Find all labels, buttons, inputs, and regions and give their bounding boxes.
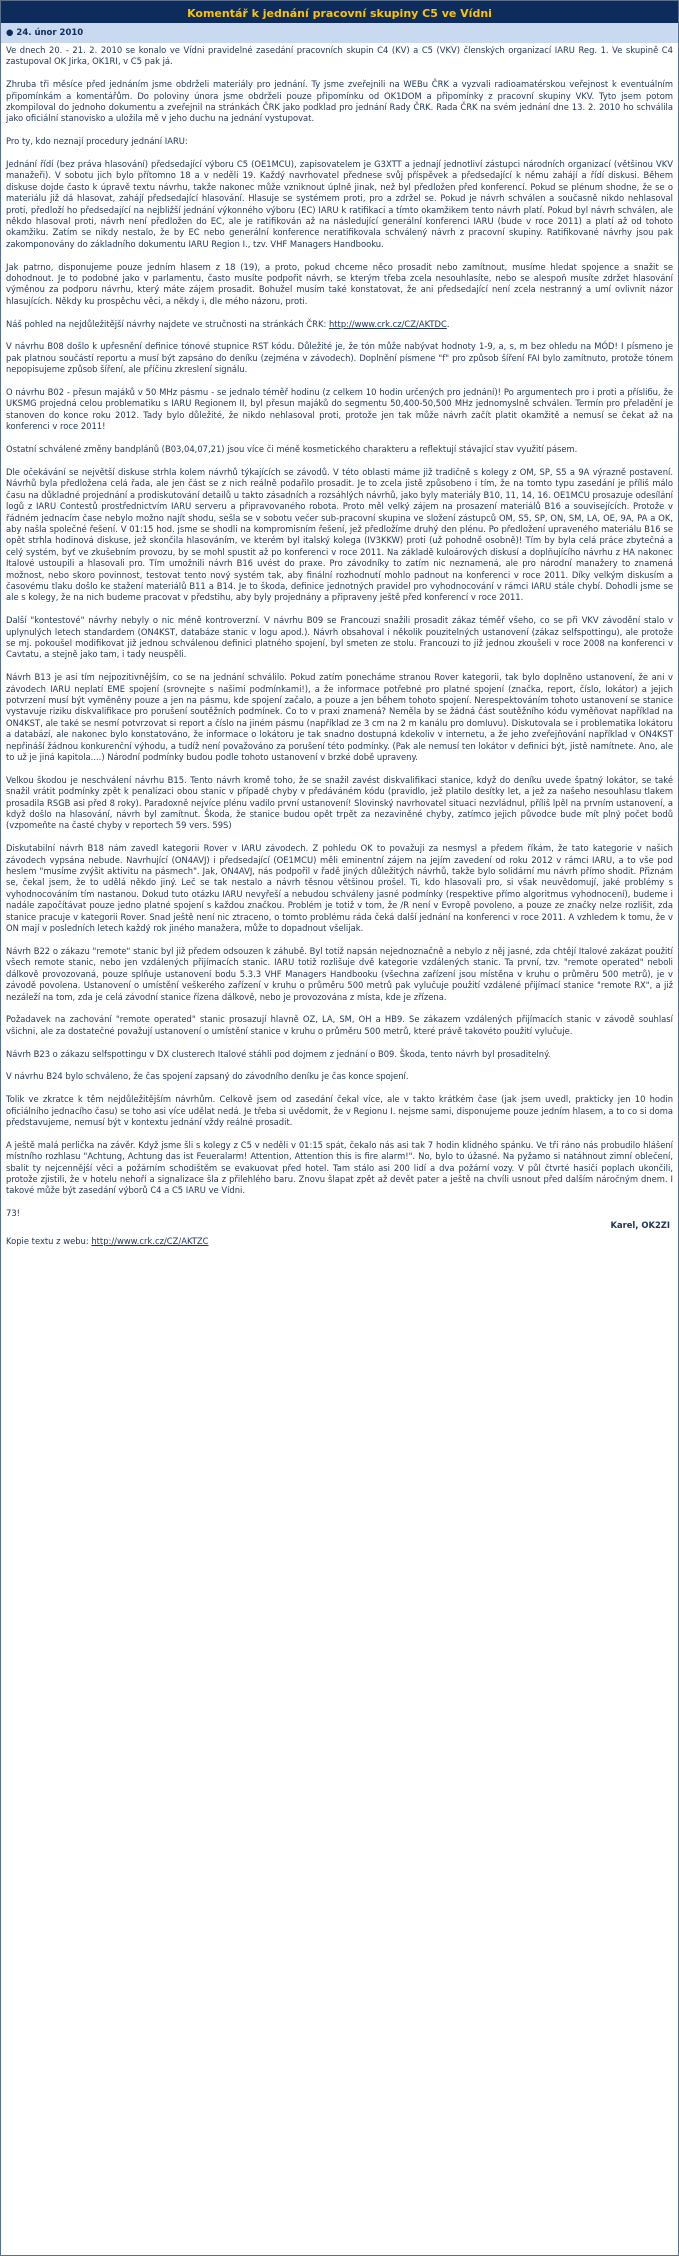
paragraph: Návrh B22 o zákazu "remote" stanic byl již předem odsouzen k záhubě. Byl totiž napsán nejednoznačně a nebylo z něj jasné, zda chtějí Italové zakázat použití všech remote stanic, nebo jen vzdálených přijímacích stanic. IARU totiž rozlišuje dvě kategorie vzdálených stanic. Ta první, tzv. "remote operated" neboli dálkově provozovaná, pouze splňuje ustanovení bodu 5.3.3 VHF Managers Handbooku (všechna zařízení jsou místěna v kruhu o průměru 500 metrů), je v závodě povolena. Ustanovení o umístění veškerého zařízení v kruhu o průměru 500 metrů pak vylučuje použití vzdálené přijímací stanice "remote RX", a již nezáleží na tom, zda je celá závodní stanice řízena dálkově, nebo je provozována z místa, kde je zřízena. [6, 945, 673, 1002]
paragraph: Velkou škodou je neschválení návrhu B15. Tento návrh kromě toho, že se snažil zavést diskvalifikaci stanice, když do deníku uvede špatný lokátor, se také snažil vrátit podmínky zpět k penalizaci obou stanic v případě chyby v předáváném kódu (pravidlo, jež platilo desítky let, a jež za našeho nesouhlasu tlakem prosadila RSGB asi před 8 roky). Paradoxně nejvíce plénu vadilo první ustanovení! Slovinský navrhovatel situaci nezvládnul, příliš lpěl na prvním ustanovení, a když došlo na hlasování, návrh byl zamítnut. Škoda, že stanice budou opět trpět za nezaviněné chyby, zatímco jejich původce bude mít plný počet bodů (vzpomeňte na časté chyby v reportech 59 vers. 59S) [6, 774, 673, 831]
paragraph: O návrhu B02 - přesun majáků v 50 MHz pásmu - se jednalo téměř hodinu (z celkem 10 hodin určených pro jednání)! Po argumentech pro i proti a přísliбu, že UKSMG projedná celou problematiku s IARU Regionem II, byl přesun majáků do segmentu 50,400-50,500 MHz jednomyslně schválen. Termín pro přeladění je stanoven do konce roku 2012. Tady bylo důležité, že nikdo nehlasoval proti, protože jen tak může návrh začít platit okamžitě a nemusí se čekat až na konferenci v roce 2011! [6, 387, 673, 432]
title-bar [1, 1, 678, 23]
article-body [1, 43, 678, 1220]
bullet-icon: ● [6, 28, 14, 38]
page-title: Komentář k jednání pracovní skupiny C5 ve Vídni [187, 7, 492, 20]
paragraph: Ve dnech 20. - 21. 2. 2010 se konalo ve Vídni pravidelné zasedání pracovních skupin C4 (KV) a C5 (VKV) členských organizací IARU Reg. 1. Ve skupině C4 zastupoval OK Jirka, OK1RI, v C5 pak já. [6, 45, 673, 67]
crk-aktdc-link[interactable]: http://www.crk.cz/CZ/AKTDC [328, 318, 447, 329]
paragraph: Návrh B23 o zákazu selfspottingu v DX clusterech Italové stáhli pod dojmem z jednání o B09. Škoda, tento návrh byl prosaditelný. [6, 1048, 551, 1059]
paragraph: Dle očekávání se největší diskuse strhla kolem návrhů týkajících se závodů. V této oblasti máme již tradičně s kolegy z OM, SP, S5 a 9A výrazně postavení. Návrhů byla předložena celá řada, ale jen část se z nich reálně podařilo prosadit. Je to zcela jistě způsobeno i tím, že na tomto typu zasedání je příliš málo času na důkladné projednání a prodiskutování detailů u takto zásadních a rozsáhlých návrhů, jako byly materiály B10, 11, 14, 16. OE1MCU prosazuje odesílání logů z IARU Contestů prostřednictvím IARU serveru a připravovaného robota. Proto měl velký zájem na prosazení materiálů B16 a souvisejících. Protože v řádném jednacím čase nebylo možno najít shodu, sešla se v sobotu večer sub-pracovní skupina ve složení zástupců OM, S5, SP, ON, SM, LA, OE, 9A, PA a OK, aby našla společné řešení. V 01:15 hod. jsme se shodli na kompromisním řešení, jež předložíme druhý den plénu. Po předložení upraveného materiálu B16 se opět strhla hodinová diskuse, jež skončila hlasováním, ve kterém byl italský kolega (IV3KKW) proti (už pohodně osobně)! Tím by byla celá práce zbytečná a celý systém, byť ve zkušebním provozu, by se mohl spustit až po konferenci v roce 2011. Na základě kuloárových diskusí a doplňujícího návrhu z HA nakonec Italové ustoupili a hlasovali pro. Tím umožnili návrh B16 uvést do praxe. Pro závodníky to zatím nic neznamená, ale pro národní manažery to znamená možnost, nebo skoro povinnost, testovat tento nový systém tak, aby finální rozhodnutí mohlo padnout na konferenci v roce 2011. Díky velkým diskusím a časovému tlaku došlo ke stažení materiálů B11 a B14. Je to škoda, definice jednotných pravidel pro vyhodnocování v rámci IARU stále chybí. Dohodli jsme se ale s kolegy, že na nich budeme pracovat v předstihu, aby byly projednány a připraveny ještě před konferencí v roce 2011. [6, 466, 673, 603]
paragraph: A ještě malá perlička na závěr. Když jsme šli s kolegy z C5 v neděli v 01:15 spát, čekalo nás asi tak 7 hodin klidného spánku. Ve tři ráno nás probudilo hlášení místního rozhlasu "Achtung, Achtung das ist Feueralarm! Attention, Attention this is fire alarm!". No, bylo to úžasné. Na pyžamo si natáhnout zimní oblečení, sbalit ty nejcennější věci a požárním schodištěm se evakuovat před hotel. Tam stálo asi 200 lidí a dva požární vozy. V půl čtvrté hasiči poplach ukončili, protože zjistili, že v hotelu nehoří a signalizace šla z přilehlého baru. Znovu šlapat zpět až devět pater a ještě na chvíli usnout před dalším náročným dnem. I takové může být zasedání výborů C4 a C5 IARU ve Vídni. [6, 1139, 673, 1196]
source-link[interactable]: http://www.crk.cz/CZ/AKTZC [91, 1235, 209, 1246]
paragraph: Jednání řídí (bez práva hlasování) předsedající výboru C5 (OE1MCU), zapisovatelem je G3XTT a jednají jednotliví zástupci národních organizací (většinou VKV manažeři). V sobotu jich bylo přítomno 18 a v neděli 19. Každý navrhovatel přednese svůj příspěvek a předsedající k němu zahájí a řídí diskusi. Během diskuse dojde často k úpravě textu návrhu, takže nakonec může vzniknout úplně jinak, než byl předložen před konferencí. Pokud se plénum shodne, že se o materiálu již dá hlasovat, zahájí předsedající hlasování. Hlasuje se systémem proti, pro a zdržel se. Pokud je návrh schválen a současně nikdo nehlasoval proti, předloží ho předsedající na nejbližší jednání výkonného výboru (EC) IARU k ratifikaci a tímto okamžikem tento návrh platí. Pokud byl návrh schválen, ale někdo hlasoval proti, návrh není předložen do EC, ale je ratifikován až na následující generální konferenci IARU (bude v roce 2011) a platí až od tohoto okamžiku. Zatím se nikdy nestalo, že by EC nebo generální konference neratifikovala schválený návrh z pracovní skupiny. Ratifikované návrhy jsou pak zakomponovány do základního dokumentu IARU Region I., tzv. VHF Managers Handbooku. [6, 159, 673, 249]
paragraph: Požadavek na zachování "remote operated" stanic prosazují hlavně OZ, LA, SM, OH a HB9. Se zákazem vzdálených přijímacích stanic v závodě souhlasí všichni, ale za dostatečné považují ustanovení o umístění stanice v kruhu o průměru 500 metrů, které právě takovéto použití vylučuje. [6, 1014, 673, 1036]
paragraph: Jak patrno, disponujeme pouze jedním hlasem z 18 (19), a proto, pokud chceme něco prosadit nebo zamítnout, musíme hledat spojence a snažit se dohodnout. Je to podobné jako v parlamentu, často musíte podpořit návrh, se kterým třeba zcela nesouhlasíte, nebo se alespoň musíte zdržet hlasování výměnou za podporu návrhu, který máte zájem prosadit. Bohužel musím také konstatovat, že ani předsedající není zcela nestranný a umí ovlivnit názor hlasujících. Někdy ku prospěchu věci, a někdy i, dle mého názoru, proti. [6, 261, 673, 306]
paragraph: Diskutabilní návrh B18 nám zavedl kategorii Rover v IARU závodech. Z pohledu OK to považuji za nesmysl a předem říkám, že tato kategorie v našich závodech vypsána nebude. Navrhující (ON4AVJ) i předsedající (OE1MCU) měli eminentní zájem na jejím zavedení od roku 2012 v rámci IARU, a to vše pod heslem "musíme zvýšit aktivitu na pásmech". Jak, ON4AVJ, nás podpořil v řadě jiných důležitých návrhů, takže bylo solidární mu návrh přímo shodit. Přiznám se, čekal jsem, že to udělá někdo jiný. Leč se tak nestalo a návrh těsnou většinou prošel. Ti, kdo hlasovali pro, si však neuvědomují, jaké problémy s vyhodnocováním tím nastanou. Dokud tuto otázku IARU nevyřeší a nebudou schváleny jasné podmínky (respektive přímo algoritmus vyhodnocení), budeme i nadále započítávat pouze jedno platné spojení s každou značkou. Problém je totiž v tom, že /R není v Evropě povoleno, a pouze ze značky nelze rozlišit, zda stanice pracuje v kategorii Rover. Snad ještě není nic ztraceno, o tomto problému ráda čeká další jednání na konferenci v roce 2011. A vzhledem k tomu, že v ON mají v posledních letech každý rok jiného manažera, může to dopadnout všelijak. [6, 843, 673, 934]
paragraph: Další "kontestové" návrhy nebyly o nic méně kontroverzní. V návrhu B09 se Francouzi snažili prosadit zákaz téměř všeho, co se při VKV závodění stalo v uplynulých letech standardem (ON4KST, databáze stanic v logu apod.). Návrh obsahoval i několik pouzitelných ustanovení (zákaz selfspottingu), ale protože se mj. pokoušel modifikovat již jednou schválenou definici platného spojení, byl smeten ze stolu. Francouzi to již jednou zkoušeli v roce 2008 na konferenci v Cavtatu, a stejně jako tam, i tady neuspěli. [6, 615, 673, 660]
paragraph-end: . [446, 318, 450, 329]
paragraph: V návrhu B24 bylo schváleno, že čas spojení zapsaný do závodního deníku je čas konce spojení. [6, 1071, 409, 1082]
date-bar [1, 23, 678, 43]
paragraph: Ostatní schválené změny bandplánů (B03,04,07,21) jsou více či méně kosmetického charakteru a reflektují stávající stav využití pásem. [6, 444, 578, 455]
paragraph: V návrhu B08 došlo k upřesnění definice tónové stupnice RST kódu. Důležité je, že tón může nabývat hodnoty 1-9, a, s, m bez ohledu na MÓD! I písmeno je pak platnou součástí reportu a musí být zapsáno do deníku (zejména v závodech). Doplnění písmene "f" pro způsob šíření FAI bylo zamítnuto, protože tónem nepopisujeme způsob šíření, ale příčinu zkreslení signálu. [6, 341, 673, 375]
footer-source [1, 1236, 678, 1247]
paragraph-text: Náš pohled na nejdůležitější návrhy najdete ve stručnosti na stránkách ČRK: [6, 318, 329, 329]
closing-greeting: 73! [6, 1208, 21, 1219]
author-signature: Karel, OK2ZI [610, 1219, 670, 1230]
article-date: 24. únor 2010 [16, 28, 84, 38]
paragraph: Zhruba tři měsíce před jednáním jsme obdrželi materiály pro jednání. Ty jsme zveřejnili na WEBu ČRK a vyzvali radioamatérskou veřejnost k eventuálním připomínkám a komentářům. Do poloviny února jsme obdrželi pouze připomínku od OK1DOM a připomínky z pracovní skupiny VKV. Tyto jsem potom zkompiloval do jednoho dokumentu a zveřejnil na stránkách ČRK jako podklad pro jednání Rady ČRK. Rada ČRK na svém jednání dne 13. 2. 2010 ho schválila jako oficiální stanovisko a uložila mě v jeho duchu na jednání vystupovat. [6, 79, 673, 124]
paragraph-with-link [6, 319, 673, 330]
paragraph: Tolik ve zkratce k těm nejdůležitějším návrhům. Celkově jsem od zasedání čekal více, ale v takto krátkém čase (jak jsem uvedl, prakticky jen 10 hodin oficiálního jednacího času) se toho asi více udělat nedá. Je třeba si uvědomit, že v Regionu I. nejsme sami, disponujeme pouze jedním hlasem, a to co si doma představujeme, nemusí být v kontextu jednání vždy reálné prosadit. [6, 1094, 673, 1127]
paragraph: Pro ty, kdo neznají procedury jednání IARU: [6, 136, 188, 147]
paragraph: Návrh B13 je asi tím nejpozitivnějším, co se na jednání schválilo. Pokud zatím ponecháme stranou Rover kategorii, tak bylo doplněno ustanovení, že ani v závodech IARU neplatí EME spojení (srovnejte s našimi podmínkami!), a že informace potřebné pro platné spojení (značka, report, číslo, lokátor) a jejich potvrzení musí být vyměněny pouze a jen na pásmu, kde spojení začalo, a pouze a jen během tohoto spojení. Nerespektováním tohoto ustanovení se stanice vystavuje riziku diskvalifikace pro porušení soutěžních podmínek. Co to v praxi znamená? Neměla by se žádná část soutěžního kódu vyměňovat například na ON4KST, ale také se nesmí potvrzovat si report a číslo na jiném pásmu (například ze 3 cm na 2 m kanálu pro domluvu). Diskutovala se i problematika lokátoru a databází, ale nakonec bylo konstatováno, že informace o lokátoru je tak snadno dostupná kdekoliv v internetu, a že jeho zveřejňování například v ON4KST nepřináší žádnou konkurenční výhodu, a tudíž není považováno za porušení této podmínky. (Pak ale nemusí ten lokátor v definici být, jistě namítnete. Ano, ale to už je jiná kapitola....) Národní podmínky budou podle tohoto ustanovení v brzké době upraveny. [6, 672, 673, 763]
footer-label: Kopie textu z webu: [6, 1235, 92, 1246]
